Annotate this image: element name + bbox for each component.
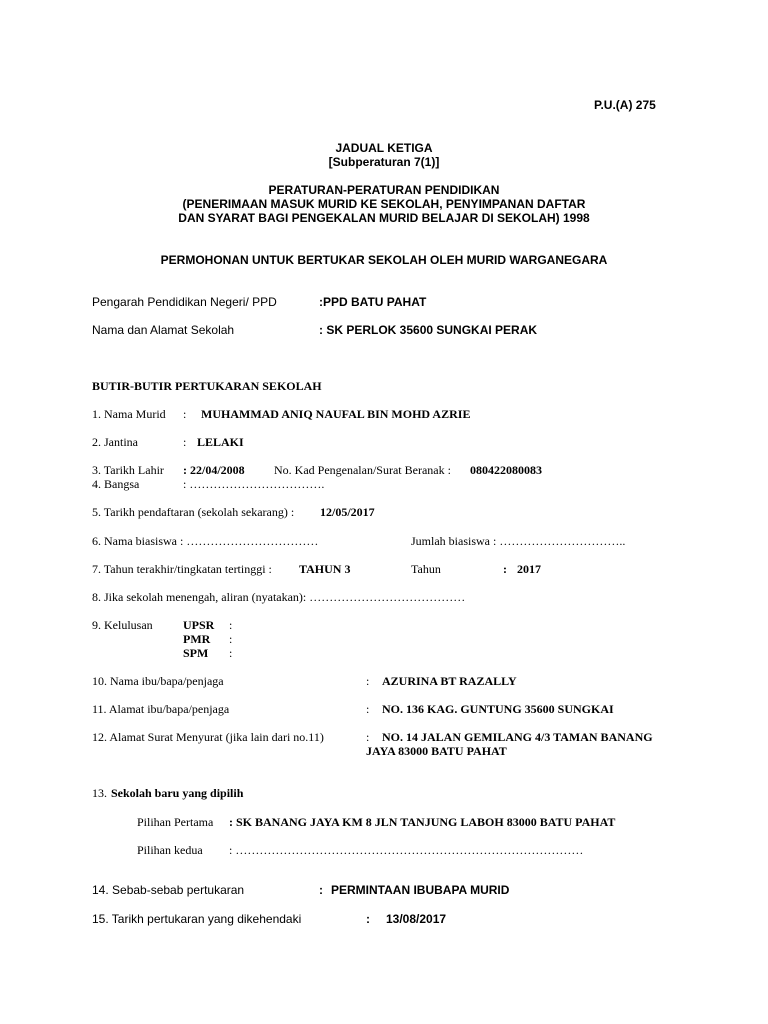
registration-date-value: 12/05/2017 [320,505,375,519]
upsr-colon: : [229,618,233,632]
spm-label: SPM [183,646,209,660]
mailing-address-line1: NO. 14 JALAN GEMILANG 4/3 TAMAN BANANG [382,730,653,744]
mailing-address-label: 12. Alamat Surat Menyurat (jika lain dari no.11) [92,730,324,744]
student-name-label: 1. Nama Murid [92,407,166,421]
last-year-value: TAHUN 3 [299,562,351,576]
second-choice-value: : …………………………………………………………………………… [229,843,584,857]
parent-name-colon: : [366,674,370,688]
transfer-date-value: 13/08/2017 [386,912,447,926]
year-label: Tahun [411,562,441,576]
spm-colon: : [229,646,233,660]
director-label: Pengarah Pendidikan Negeri/ PPD [92,295,277,309]
scholarship-name-label: 6. Nama biasiswa : …………………………… [92,534,319,548]
birth-date-value: : 22/04/2008 [183,463,245,477]
stream-label: 8. Jika sekolah menengah, aliran (nyatakan): ………………………………… [92,590,466,604]
gender-label: 2. Jantina [92,435,138,449]
race-value: : ……………………………. [183,477,325,491]
parent-name-value: AZURINA BT RAZALLY [382,674,517,688]
first-choice-label: Pilihan Pertama [137,815,214,829]
director-value: :PPD BATU PAHAT [319,295,427,309]
reason-colon: : [319,883,323,897]
transfer-date-colon: : [366,912,370,926]
regulation-title-line2: (PENERIMAAN MASUK MURID KE SEKOLAH, PENYIMPANAN DAFTAR [182,197,586,211]
reason-value: PERMINTAAN IBUBAPA MURID [331,883,510,897]
parent-name-label: 10. Nama ibu/bapa/penjaga [92,674,224,688]
ic-number-value: 080422080083 [470,463,542,477]
student-name-value: MUHAMMAD ANIQ NAUFAL BIN MOHD AZRIE [201,407,471,421]
upsr-label: UPSR [183,618,215,632]
first-choice-value: : SK BANANG JAYA KM 8 JLN TANJUNG LABOH 83000 BATU PAHAT [229,815,616,829]
subregulation-heading: [Subperaturan 7(1)] [328,155,440,169]
regulation-title-line3: DAN SYARAT BAGI PENGEKALAN MURID BELAJAR DI SEKOLAH) 1998 [178,211,590,225]
last-year-label: 7. Tahun terakhir/tingkatan tertinggi : [92,562,272,576]
section-title: BUTIR-BUTIR PERTUKARAN SEKOLAH [92,379,322,393]
form-title: PERMOHONAN UNTUK BERTUKAR SEKOLAH OLEH MURID WARGANEGARA [160,253,608,267]
race-label: 4. Bangsa [92,477,140,491]
qualification-label: 9. Kelulusan [92,618,153,632]
student-name-colon: : [183,407,187,421]
year-colon: : [503,562,507,576]
new-school-number: 13. [92,786,107,800]
mailing-address-colon: : [366,730,370,744]
registration-date-label: 5. Tarikh pendaftaran (sekolah sekarang) : [92,505,295,519]
second-choice-label: Pilihan kedua [137,843,203,857]
parent-address-label: 11. Alamat ibu/bapa/penjaga [92,702,230,716]
pmr-colon: : [229,632,233,646]
new-school-label: Sekolah baru yang dipilih [111,786,244,800]
gender-value: LELAKI [197,435,244,449]
gender-colon: : [183,435,187,449]
mailing-address-line2: JAYA 83000 BATU PAHAT [366,744,507,758]
reference-number: P.U.(A) 275 [594,98,656,112]
transfer-date-label: 15. Tarikh pertukaran yang dikehendaki [92,912,302,926]
scholarship-amount-label: Jumlah biasiswa : ………………………….. [411,534,626,548]
birth-date-label: 3. Tarikh Lahir [92,463,164,477]
ic-number-label: No. Kad Pengenalan/Surat Beranak : [274,463,451,477]
school-label: Nama dan Alamat Sekolah [92,323,235,337]
pmr-label: PMR [183,632,211,646]
reason-label: 14. Sebab-sebab pertukaran [92,883,245,897]
regulation-title-line1: PERATURAN-PERATURAN PENDIDIKAN [268,183,500,197]
year-value: 2017 [517,562,541,576]
parent-address-value: NO. 136 KAG. GUNTUNG 35600 SUNGKAI [382,702,614,716]
school-value: : SK PERLOK 35600 SUNGKAI PERAK [319,323,538,337]
parent-address-colon: : [366,702,370,716]
schedule-heading: JADUAL KETIGA [335,141,433,155]
